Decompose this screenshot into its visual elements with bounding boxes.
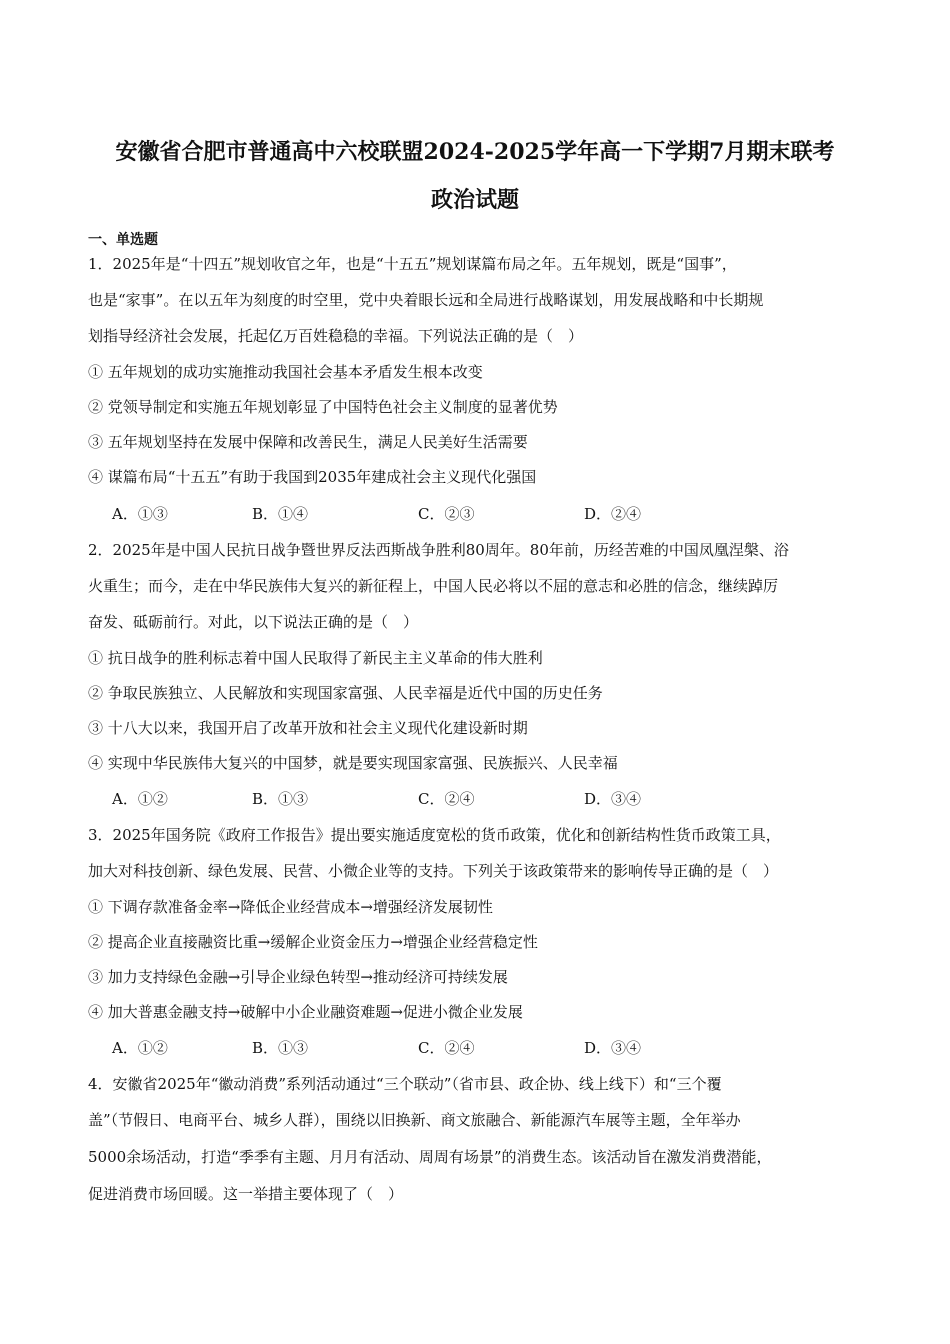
question-1-item: ③ 五年规划坚持在发展中保障和改善民生，满足人民美好生活需要 — [88, 433, 528, 451]
question-1-stem-line: 1．2025年是“十四五”规划收官之年，也是“十五五”规划谋篇布局之年。五年规划，既是“国事”， — [88, 255, 737, 273]
question-3-item: ③ 加力支持绿色金融→引导企业绿色转型→推动经济可持续发展 — [88, 968, 508, 986]
question-3-stem-line: 加大对科技创新、绿色发展、民营、小微企业等的支持。下列关于该政策带来的影响传导正确的是（ ） — [88, 862, 779, 880]
question-4-stem-line: 促进消费市场回暖。这一举措主要体现了（ ） — [88, 1185, 404, 1203]
option-c: C．②④ — [418, 1039, 475, 1057]
question-2-item: ① 抗日战争的胜利标志着中国人民取得了新民主主义革命的伟大胜利 — [88, 649, 543, 667]
question-3-stem-line: 3．2025年国务院《政府工作报告》提出要实施适度宽松的货币政策，优化和创新结构性货币政策工具， — [88, 826, 781, 844]
option-d: D．③④ — [584, 1039, 642, 1057]
option-c: C．②④ — [418, 790, 475, 808]
question-2-stem-line: 火重生；而今，走在中华民族伟大复兴的新征程上，中国人民必将以不屈的意志和必胜的信念，继续踔厉 — [88, 577, 779, 595]
question-1-stem-line: 也是“家事”。在以五年为刻度的时空里，党中央着眼长远和全局进行战略谋划，用发展战略和中长期规 — [88, 291, 764, 309]
section-heading: 一、单选题 — [88, 232, 158, 248]
question-1-item: ② 党领导制定和实施五年规划彰显了中国特色社会主义制度的显著优势 — [88, 398, 558, 416]
exam-subtitle: 政治试题 — [430, 187, 519, 213]
question-4-stem-line: 5000余场活动，打造“季季有主题、月月有活动、周周有场景”的消费生态。该活动旨在激发消费潜能， — [88, 1148, 772, 1166]
question-3-item: ② 提高企业直接融资比重→缓解企业资金压力→增强企业经营稳定性 — [88, 933, 538, 951]
option-a: A．①③ — [112, 505, 168, 523]
question-2-stem-line: 2．2025年是中国人民抗日战争暨世界反法西斯战争胜利80周年。80年前，历经苦难的中国凤凰涅槃、浴 — [88, 541, 789, 559]
exam-title: 安徽省合肥市普通高中六校联盟2024-2025学年高一下学期7月期末联考 — [115, 139, 835, 165]
question-2-item: ③ 十八大以来，我国开启了改革开放和社会主义现代化建设新时期 — [88, 719, 528, 737]
question-3-item: ① 下调存款准备金率→降低企业经营成本→增强经济发展韧性 — [88, 898, 493, 916]
question-2-item: ② 争取民族独立、人民解放和实现国家富强、人民幸福是近代中国的历史任务 — [88, 684, 603, 702]
option-b: B．①③ — [252, 1039, 309, 1057]
question-2-item: ④ 实现中华民族伟大复兴的中国梦，就是要实现国家富强、民族振兴、人民幸福 — [88, 754, 618, 772]
option-b: B．①③ — [252, 790, 309, 808]
option-a: A．①② — [112, 1039, 168, 1057]
option-d: D．③④ — [584, 790, 642, 808]
question-3-item: ④ 加大普惠金融支持→破解中小企业融资难题→促进小微企业发展 — [88, 1003, 523, 1021]
question-1-stem-line: 划指导经济社会发展，托起亿万百姓稳稳的幸福。下列说法正确的是（ ） — [88, 327, 584, 345]
question-1-item: ④ 谋篇布局“十五五”有助于我国到2035年建成社会主义现代化强国 — [88, 468, 537, 486]
option-c: C．②③ — [418, 505, 475, 523]
option-d: D．②④ — [584, 505, 642, 523]
question-4-stem-line: 盖”（节假日、电商平台、城乡人群），围绕以旧换新、商文旅融合、新能源汽车展等主题，全年举办 — [88, 1111, 741, 1129]
question-1-item: ① 五年规划的成功实施推动我国社会基本矛盾发生根本改变 — [88, 363, 483, 381]
question-4-stem-line: 4．安徽省2025年“徽动消费”系列活动通过“三个联动”（省市县、政企协、线上线下）和“三个覆 — [88, 1075, 722, 1093]
question-2-stem-line: 奋发、砥砺前行。对此，以下说法正确的是（ ） — [88, 613, 419, 631]
option-b: B．①④ — [252, 505, 309, 523]
option-a: A．①② — [112, 790, 168, 808]
